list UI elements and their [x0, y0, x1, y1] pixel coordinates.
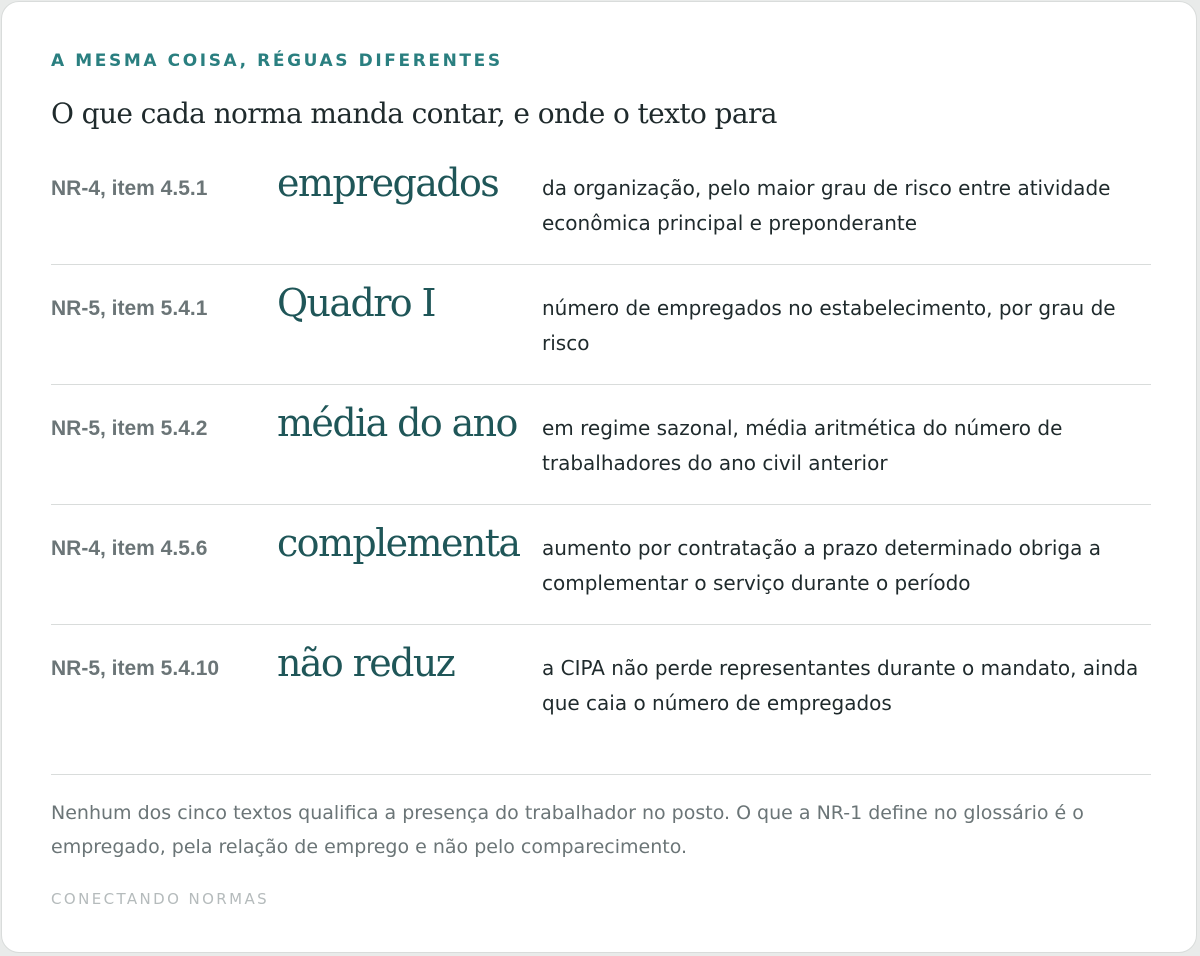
norm-description: da organização, pelo maior grau de risco entre atividade econômica principal e preponderante	[542, 176, 1111, 235]
norm-reference: NR-4, item 4.5.1	[51, 177, 208, 200]
norm-row	[51, 625, 1151, 745]
brand-footer: CONECTANDO NORMAS	[51, 890, 270, 908]
norm-reference: NR-5, item 5.4.2	[51, 417, 208, 440]
norm-row	[51, 145, 1151, 265]
closing-note: Nenhum dos cinco textos qualifica a presença do trabalhador no posto. O que a NR-1 define no glossário é o empregado, pela relação de emprego e não pelo comparecimento.	[51, 802, 1084, 858]
page-title: O que cada norma manda contar, e onde o texto para	[51, 97, 777, 130]
norm-reference: NR-5, item 5.4.1	[51, 297, 208, 320]
norm-term: complementa	[277, 521, 520, 565]
norm-description: em regime sazonal, média aritmética do número de trabalhadores do ano civil anterior	[542, 416, 1063, 475]
norm-term: média do ano	[277, 401, 517, 445]
norm-reference: NR-5, item 5.4.10	[51, 657, 220, 680]
norm-row	[51, 385, 1151, 505]
norm-term: não reduz	[277, 641, 455, 685]
eyebrow-label: A MESMA COISA, RÉGUAS DIFERENTES	[51, 51, 503, 71]
norm-term: empregados	[277, 161, 499, 205]
norm-description: a CIPA não perde representantes durante o mandato, ainda que caia o número de empregados	[542, 656, 1139, 715]
norm-description: número de empregados no estabelecimento, por grau de risco	[542, 296, 1116, 355]
card	[1, 1, 1197, 953]
norm-row	[51, 505, 1151, 625]
norm-reference: NR-4, item 4.5.6	[51, 537, 208, 560]
norm-list	[51, 145, 1151, 745]
section-divider	[51, 774, 1151, 775]
norm-term: Quadro I	[277, 281, 435, 325]
norm-row	[51, 265, 1151, 385]
norm-description: aumento por contratação a prazo determinado obriga a complementar o serviço durante o período	[542, 536, 1101, 595]
